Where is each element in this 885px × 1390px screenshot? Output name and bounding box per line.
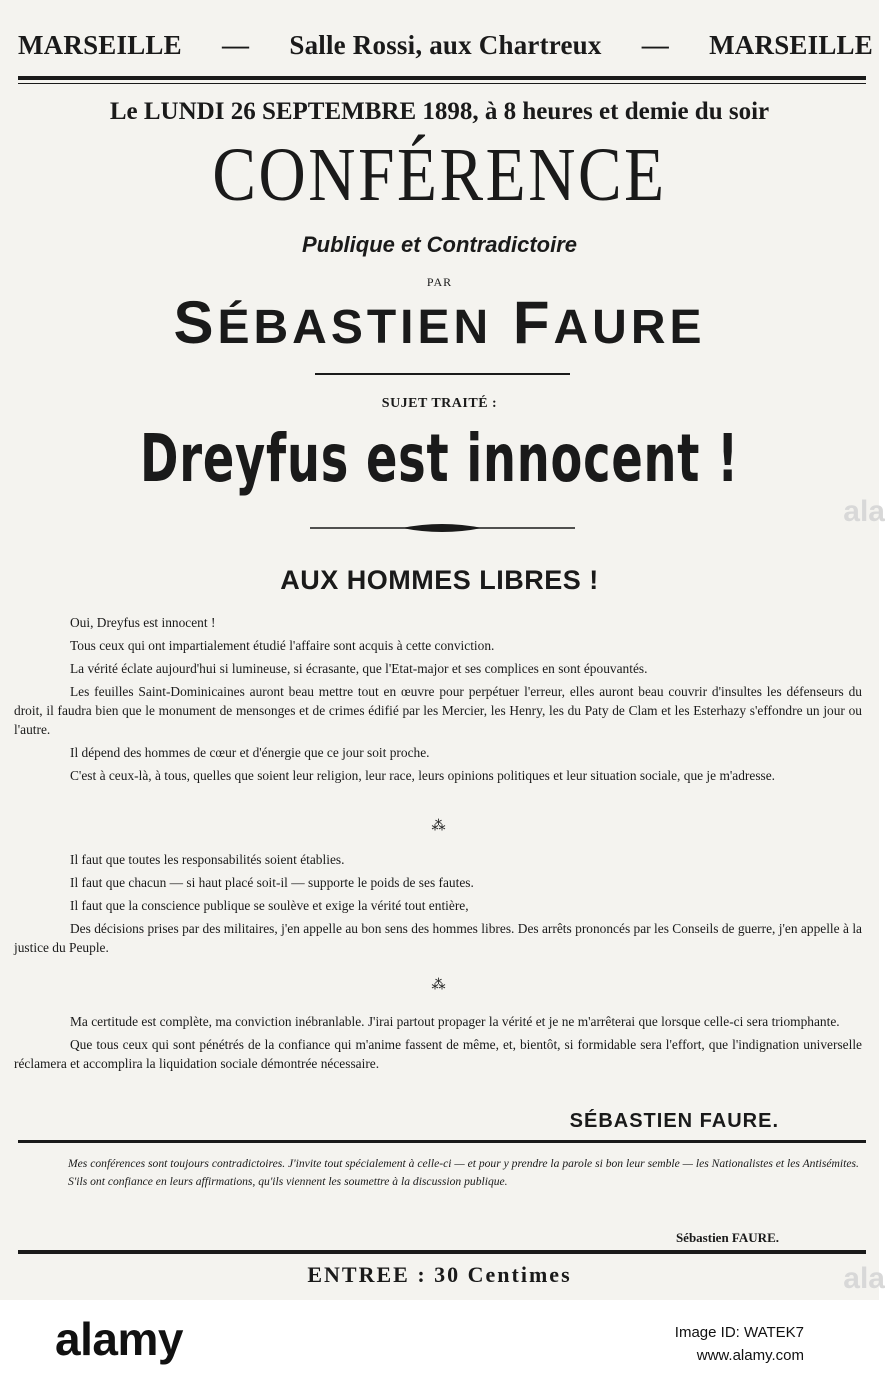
header-city-left: MARSEILLE bbox=[18, 30, 182, 60]
header-city-right: MARSEILLE bbox=[709, 30, 873, 60]
speaker-last-name: AURE bbox=[553, 301, 706, 354]
paragraph: Tous ceux qui ont impartialement étudié l'affaire sont acquis à cette conviction. bbox=[70, 638, 495, 653]
headline: Dreyfus est innocent ! bbox=[139, 420, 739, 497]
paragraph: Oui, Dreyfus est innocent ! bbox=[70, 615, 216, 630]
watermark-text: ala bbox=[843, 1262, 885, 1295]
par-label: PAR bbox=[426, 275, 453, 289]
note-paragraph: Mes conférences sont toujours contradictoires. J'invite tout spécialement à celle-ci — et pour y prendre la parole si bon leur semble — les Nationalistes et les Antisémites. bbox=[68, 1157, 859, 1170]
paragraph: La vérité éclate aujourd'hui si lumineuse, si écrasante, que l'Etat-major et ses complices en sont épouvantés. bbox=[70, 661, 648, 676]
entry-price: ENTREE : 30 Centimes bbox=[307, 1262, 572, 1287]
paragraph: Il dépend des hommes de cœur et d'énergie que ce jour soit proche. bbox=[70, 745, 430, 760]
speaker-initial-first: S bbox=[173, 289, 218, 356]
paragraph: C'est à ceux-là, à tous, quelles que soient leur religion, leur race, leurs opinions politiques et leur situation sociale, que je m'adresse. bbox=[70, 768, 776, 783]
header-rule bbox=[18, 76, 866, 80]
subject-label: SUJET TRAITÉ : bbox=[381, 396, 498, 411]
poster-title: CONFÉRENCE bbox=[212, 133, 667, 217]
image-id: Image ID: WATEK7 bbox=[674, 1324, 804, 1341]
asterism-divider: ⁂ bbox=[431, 819, 448, 834]
entry-rule bbox=[18, 1250, 866, 1254]
header-dash-left: — bbox=[222, 30, 250, 60]
paragraph: Ma certitude est complète, ma conviction inébranlable. J'irai partout propager la vérité et je ne m'arrêterai que lorsque celle-ci sera triomphante. bbox=[70, 1014, 840, 1029]
site-url: www.alamy.com bbox=[696, 1347, 804, 1364]
event-date: Le LUNDI 26 SEPTEMBRE 1898, à 8 heures et demie du soir bbox=[109, 98, 770, 125]
section-one bbox=[14, 613, 862, 789]
paragraph: Il faut que toutes les responsabilités soient établies. bbox=[70, 852, 345, 867]
paragraph: Des décisions prises par des militaires, j'en appelle au bon sens des hommes libres. Des arrêts prononcés par les Conseils de guerre, j'en appelle à la justice du Peuple. bbox=[14, 921, 862, 955]
header-rule-thin bbox=[18, 83, 866, 84]
paragraph: Les feuilles Saint-Dominicaines auront beau mettre tout en œuvre pour perpétuer l'erreur, elles auront beau couvrir d'insultes les défenseurs du droit, il faudra bien que le monument de mensonges et de crimes édifié par les Mercier, les Henry, les du Paty de Clam et les Esterhazy s'effondre un jour ou l'autre. bbox=[14, 684, 862, 737]
poster-subtitle: Publique et Contradictoire bbox=[301, 232, 578, 257]
note-signature: Sébastien FAURE. bbox=[675, 1230, 779, 1245]
note-block bbox=[12, 1155, 862, 1191]
signature: SÉBASTIEN FAURE. bbox=[569, 1110, 779, 1132]
note-paragraph: S'ils ont confiance en leurs affirmations, qu'ils viennent les soumettre à la discussion publique. bbox=[68, 1175, 508, 1188]
header-dash-right: — bbox=[641, 30, 669, 60]
header-venue: Salle Rossi, aux Chartreux bbox=[289, 30, 602, 60]
note-rule-top bbox=[18, 1140, 866, 1143]
speaker-initial-last: F bbox=[512, 289, 554, 356]
paragraph: Que tous ceux qui sont pénétrés de la confiance qui m'anime fassent de même, et, bientôt, si formidable sera l'effort, que l'indignation universelle réclamera et accomplira la liquidation sociale démontrée nécessaire. bbox=[14, 1037, 862, 1071]
speaker-rule bbox=[315, 373, 570, 375]
ornament-divider bbox=[310, 522, 575, 534]
speaker-first-name: ÉBASTIEN bbox=[217, 301, 493, 354]
alamy-logo: alamy bbox=[55, 1313, 183, 1365]
section-three bbox=[14, 1012, 862, 1077]
speaker-name bbox=[0, 288, 879, 357]
asterism-divider: ⁂ bbox=[431, 978, 448, 993]
poster-header bbox=[18, 30, 873, 61]
paragraph: Il faut que la conscience publique se soulève et exige la vérité tout entière, bbox=[70, 898, 469, 913]
paragraph: Il faut que chacun — si haut placé soit-il — supporte le poids de ses fautes. bbox=[70, 875, 474, 890]
watermark-text: ala bbox=[843, 495, 885, 528]
section-heading: AUX HOMMES LIBRES ! bbox=[280, 565, 599, 595]
stock-footer bbox=[0, 1300, 879, 1390]
section-two bbox=[14, 850, 862, 961]
